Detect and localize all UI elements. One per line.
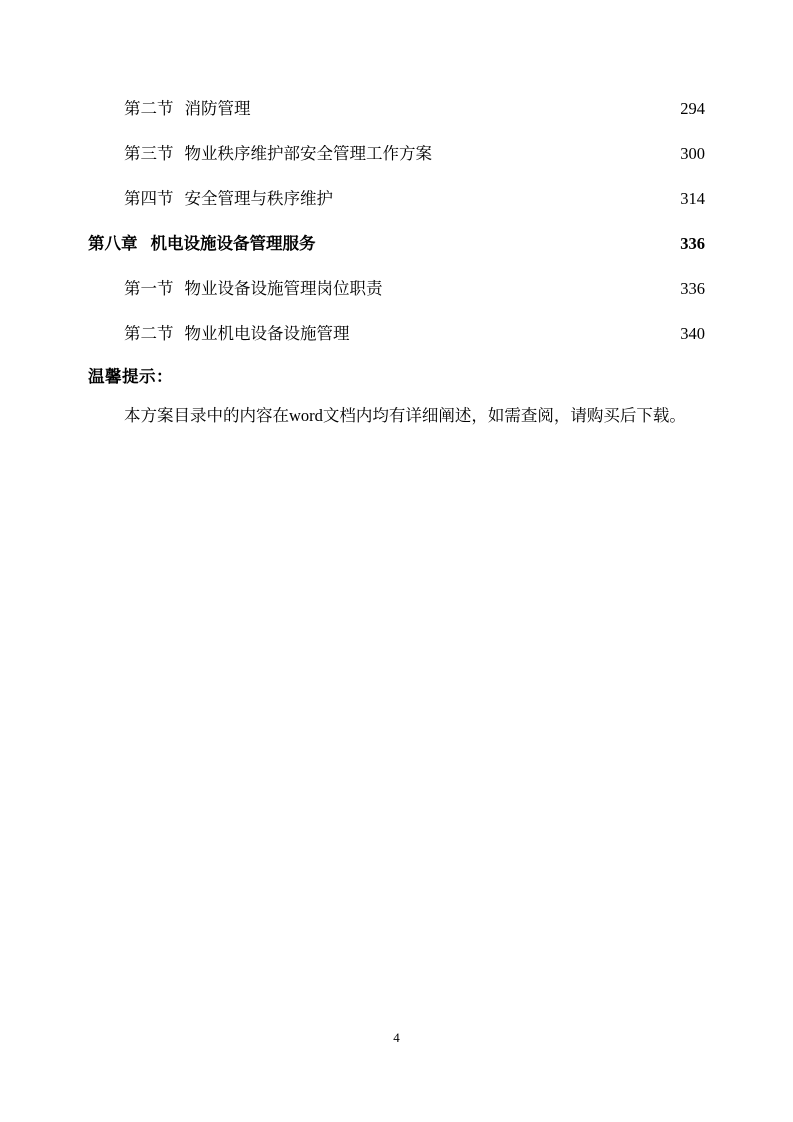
toc-section-number: 第一节	[124, 279, 174, 298]
toc-entry-title: 物业设备设施管理岗位职责	[184, 279, 383, 298]
toc-leader-dots	[387, 278, 662, 295]
toc-entry-title: 安全管理与秩序维护	[184, 189, 333, 208]
toc-section-number: 第四节	[124, 189, 174, 208]
toc-page-number: 340	[680, 324, 705, 343]
note-body-latin: word	[289, 406, 323, 425]
toc-leader-dots	[337, 188, 661, 205]
toc-entry[interactable]	[88, 131, 705, 176]
toc-entry-title: 机电设施设备管理服务	[150, 234, 316, 253]
toc-page-number: 300	[680, 144, 705, 163]
toc-entry-title: 物业秩序维护部安全管理工作方案	[184, 144, 432, 163]
page-content	[88, 86, 705, 434]
toc-entry-chapter[interactable]	[88, 221, 705, 266]
note-heading: 温馨提示：	[88, 367, 173, 386]
toc-entry[interactable]	[88, 266, 705, 311]
toc-page-number: 336	[680, 279, 705, 298]
toc-leader-dots	[436, 143, 661, 160]
toc-leader-dots	[320, 233, 662, 250]
page-footer	[0, 1030, 793, 1046]
toc-section-number: 第二节	[124, 324, 174, 343]
toc-leader-dots	[354, 323, 662, 340]
toc-entry[interactable]	[88, 86, 705, 131]
toc-leader-dots	[255, 98, 662, 115]
toc-page-number: 294	[680, 99, 705, 118]
toc-entry[interactable]	[88, 311, 705, 356]
note-body-part1: 本方案目录中的内容在	[124, 406, 289, 425]
toc-page-number: 336	[680, 234, 705, 253]
note-body	[88, 398, 700, 434]
toc-section-number: 第三节	[124, 144, 174, 163]
toc-section-number: 第八章	[88, 234, 138, 253]
toc-entry[interactable]	[88, 176, 705, 221]
toc-entry-title: 消防管理	[184, 99, 251, 118]
toc-page-number: 314	[680, 189, 705, 208]
note-body-part2: 文档内均有详细阐述，如需查阅，请购买后下载。	[322, 406, 686, 425]
toc-section-number: 第二节	[124, 99, 174, 118]
toc-entry-title: 物业机电设备设施管理	[184, 324, 350, 343]
footer-page-number: 4	[393, 1030, 400, 1045]
